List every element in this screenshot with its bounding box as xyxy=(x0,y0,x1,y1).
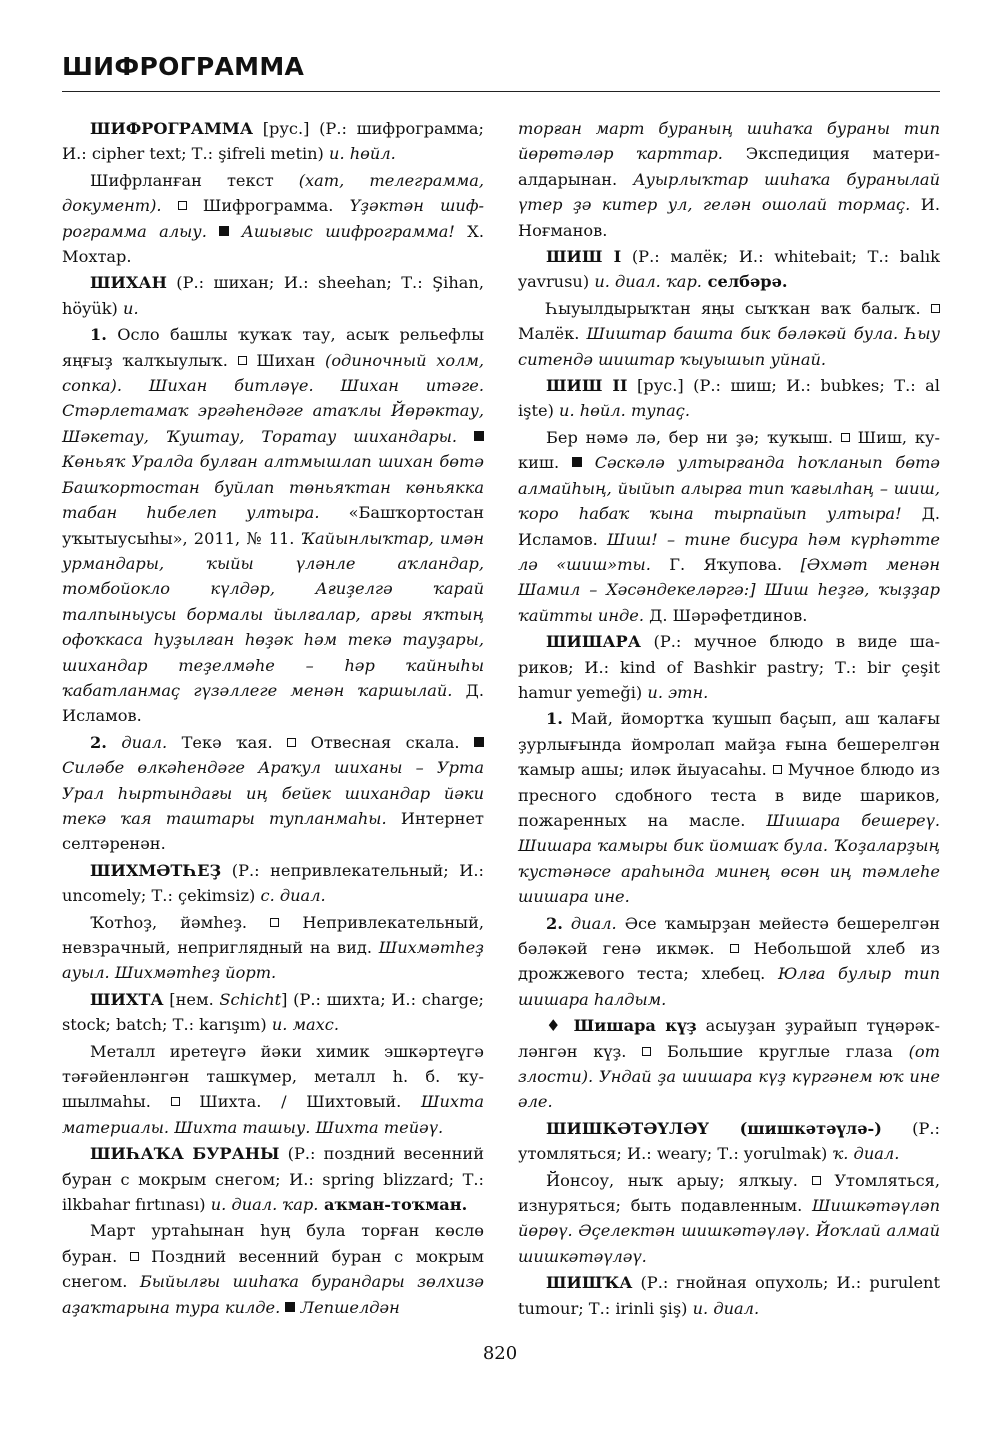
translation-square-icon xyxy=(178,201,187,210)
translation-square-icon xyxy=(642,1047,651,1056)
headword: ШИШАРА xyxy=(546,632,641,652)
definition: Бер нәмә лә, бер ни ҙә; ҡуҡыш. xyxy=(546,427,841,447)
entry-meta: (Р.: поздний весенний буран с мокрым снегом; И.: spring blizzard; Т.: ilkbahar fırtınası) xyxy=(62,1144,484,1215)
definition: Металл иретеүгә йәки химик эшкәртеүгә тәғәйенләнгән ташкүмер, металл һ. б. ҡушылмаһы. xyxy=(62,1041,484,1112)
entry-shikhta xyxy=(62,987,484,1038)
definition: Май, йомортҡа ҡушып баҫып, аш ҡалағы ҙурлығында йомролап майҙа ғына бешерелгән ҡамыр ашы; иләк йыуасаһы. xyxy=(518,709,940,780)
entry-shishara xyxy=(518,629,940,705)
cross-reference: аҡман-тоҡман. xyxy=(318,1195,468,1215)
sense xyxy=(62,910,484,986)
definition: Ҡотһоҙ, йәмһеҙ. xyxy=(90,912,271,932)
entry-meta: [нем. xyxy=(163,989,220,1009)
translation: Мучное блюдо из пресного сдобного теста в виде шариков, пожаренных на масле. xyxy=(518,760,940,830)
citation: Ашығыс шифрограмма! xyxy=(241,221,455,241)
grammar-label: ҡ. диал. xyxy=(832,1144,900,1164)
entry-meta: [рус.] (Р.: шифрограмма; И.: cipher text; Т.: şifreli metin) xyxy=(62,119,484,164)
entry-meta: (Р.: мучное блюдо в виде шариков; И.: kind of Bashkir pastry; Т.: bir çeşit hamur yemeği) xyxy=(518,632,940,702)
definition-note: (одиночный холм, сопка). xyxy=(62,350,485,396)
left-column xyxy=(62,116,484,1321)
grammar-label: и. диал. xyxy=(692,1298,760,1318)
definition: Йонсоу, ныҡ арыу; ялҡыу. xyxy=(546,1170,812,1190)
grammar-label: и. диал. ҡар. xyxy=(210,1195,319,1215)
translation-square-icon xyxy=(130,1252,139,1261)
sense xyxy=(62,168,484,270)
right-column xyxy=(518,116,940,1322)
entry-meta: (Р.: утомляться; И.: weary; Т.: yorulmak) xyxy=(518,1118,940,1164)
etymon: Schicht xyxy=(219,989,282,1009)
idiom-headword: Шишара күҙ xyxy=(564,1016,697,1036)
headword: ШИФРОГРАММА xyxy=(90,119,254,138)
grammar-label: и. xyxy=(123,298,139,318)
translation: Поздний весенний буран с мокрым снегом. xyxy=(62,1246,484,1292)
headword: ШИХМӘТҺЕҘ xyxy=(90,860,222,880)
citation-source: «Башҡортостан уҡытыусыһы», 2011, № 11. xyxy=(62,503,484,548)
translation: Шифрограмма. xyxy=(186,196,350,216)
citation: торған март бураның шиһаҡа бураны тип йөрөтәләр ҡарттар. xyxy=(518,119,940,164)
sense-number: 2. xyxy=(90,732,107,752)
citation-source: Интернет селтәренән. xyxy=(62,808,484,854)
headword-stem: (шишкәтәүлә-) xyxy=(708,1118,882,1138)
headword: ШИШ II xyxy=(546,376,628,396)
sense xyxy=(62,1218,484,1320)
citation: Силәбе өлкәһендәге Араҡул шиханы – Урта Урал һыртындағы иң бейек шихандар йәки текә ҡая таштары тупланмаһы. xyxy=(62,758,484,828)
grammar-label: диал. xyxy=(121,732,168,752)
citation-source: Д. Исламов. xyxy=(518,504,940,549)
entry-meta: ] (Р.: шихта; И.: charge; stock; batch; Т.: karışım) xyxy=(62,989,484,1035)
headword: ШИШ I xyxy=(546,247,622,267)
definition: Текә ҡая. xyxy=(167,732,288,752)
citation-square-icon xyxy=(474,737,484,747)
definition: Осло башлы ҡуҡаҡ тау, асыҡ рельефлы яңғыҙ ҡалҡыулыҡ. xyxy=(62,325,484,370)
example: Шиштар башта бик бәләкәй була. Һыу ситендә шиштар ҡыуышып уйнай. xyxy=(518,324,941,369)
translation-square-icon xyxy=(270,918,279,927)
sense xyxy=(518,425,940,628)
translation-square-icon xyxy=(841,433,850,442)
sense xyxy=(518,1168,940,1270)
grammar-label: диал. xyxy=(570,913,617,933)
citation-source: Экспедиция материалдарынан. xyxy=(518,144,940,189)
entry-shikhmathez xyxy=(62,858,484,909)
grammar-label: и. һөйл. xyxy=(329,144,396,164)
running-head: ШИФРОГРАММА xyxy=(62,52,305,81)
entry-shish-1 xyxy=(518,244,940,295)
definition: Март уртаһынан һуң була торған көслө буран. xyxy=(62,1221,484,1266)
headword: ШИҺАҠА БУРАНЫ xyxy=(90,1144,280,1164)
citation-continuation xyxy=(518,116,940,243)
example: Быйылғы шиһаҡа бурандары зөлхизә аҙаҡтарына тура килде. xyxy=(62,1272,485,1317)
example: Шихан битләүе. Шихан итәге. Стәрлетамаҡ эргәһендәге атаҡлы Йөрәктау, Шәкетау, Ҡуштау, Торатау шихандары. xyxy=(62,376,484,446)
grammar-label: и. этн. xyxy=(647,682,709,702)
definition: Һыуылдырыҡтан яңы сыҡҡан ваҡ балыҡ. xyxy=(546,298,931,318)
citation: Шиш! – тине бисура һәм күрһәтте лә «шиш»ты. xyxy=(518,529,940,574)
citation: Лепшелдән xyxy=(300,1297,400,1317)
translation: Малёк. xyxy=(518,324,587,344)
entry-shishketeulau xyxy=(518,1116,940,1167)
example: Юлға булыр тип шишара һалдым. xyxy=(518,964,940,1009)
citation: Көньяҡ Уралда булған алтмышлап шихан бөтә Башҡортостан буйлап төньяҡтан көньякка табан һибелеп ултыра. xyxy=(62,452,484,523)
example: Шишкәтәүләп йөрөү. Әҫелектән шишкәтәүләү. Йоҡлай алмай шишкәтәүләү. xyxy=(518,1196,940,1266)
citation-square-icon xyxy=(572,457,582,467)
citation-square-icon xyxy=(285,1302,295,1312)
citation-source: И. Ноғманов. xyxy=(518,195,940,240)
sense-1 xyxy=(62,322,484,729)
sense xyxy=(518,296,940,372)
entry-meta: (Р.: малёк; И.: whitebait; Т.: balık yavrusu) xyxy=(518,247,940,292)
entry-shikhan xyxy=(62,270,484,321)
translation: Шихан xyxy=(246,350,325,370)
grammar-label: и. махс. xyxy=(271,1015,339,1035)
sense-number: 1. xyxy=(546,709,563,729)
headword: ШИХАН xyxy=(90,273,167,293)
definition-note: (хат, телеграмма, документ). xyxy=(62,170,484,216)
headword: ШИХТА xyxy=(90,989,164,1009)
translation-square-icon xyxy=(171,1097,180,1106)
citation-source: Д. Шәрәфетдинов. xyxy=(644,605,808,625)
example: Шихмәтһеҙ ауыл. Шихмәтһеҙ йорт. xyxy=(62,938,484,983)
translation: Небольшой хлеб из дрожжевого теста; хлебец. xyxy=(518,939,940,984)
citation-source: Г. Яҡупова. xyxy=(650,554,801,574)
translation: Шиш, кукиш. xyxy=(518,427,941,473)
citation: Ҡайынлыҡтар, имән урмандары, ҡыйы үләнле аҡландар, томбойокло күлдәр, Ағиҙелгә ҡарай талпыныусы бормалы йылғалар, арғы яҡтың офоҡкаса һуҙылған һөҙәк һәм текә тауҙары, шихандар теҙелмәһе – һәр ҡайныһы ҡабатланмаҫ гүзәллеге менән ҡаршылай. xyxy=(62,528,484,700)
headword: ШИШКӘТӘҮЛӘҮ xyxy=(546,1118,709,1138)
sense-2 xyxy=(62,730,484,857)
citation: Ауырлыҡтар шиһаҡа буранылай үтер ҙә китер ул, гелән ошолай тормаҫ. xyxy=(518,169,940,215)
page-number: 820 xyxy=(482,1343,518,1364)
header-rule xyxy=(62,91,940,92)
translation: Отвесная скала. xyxy=(296,732,474,752)
citation-source: Д. Исламов. xyxy=(62,680,484,726)
definition-note: (от злости). xyxy=(518,1041,940,1087)
sense-2 xyxy=(518,911,940,1013)
example: Шихта материалы. Шихта ташыу. Шихта тейәү. xyxy=(62,1092,485,1137)
translation: Шихта. / Шихтовый. xyxy=(179,1092,421,1112)
entry-shifrogramma xyxy=(62,116,484,167)
translation-square-icon xyxy=(730,944,739,953)
translation-square-icon xyxy=(931,304,940,313)
translation-square-icon xyxy=(238,356,247,365)
citation: [Әхмәт менән Шамил – Хәсәндекеләргә:] Шиш һеҙгә, ҡыҙҙар ҡайтты инде. xyxy=(518,554,940,625)
translation: Непривлекательный, невзрачный, неприглядный на вид. xyxy=(62,912,485,957)
idiom xyxy=(518,1013,940,1115)
definition: асыуҙан ҙурайып түңәрәкләнгән күҙ. xyxy=(518,1016,940,1061)
example: Үҙәктән шифрограмма алыу. xyxy=(62,196,484,241)
citation-square-icon xyxy=(219,226,229,236)
translation-square-icon xyxy=(287,738,296,747)
translation-square-icon xyxy=(773,765,782,774)
example: Шишара бешереү. Шишара ҡамыры бик йомшаҡ була. Ҡоҙаларҙың ҡустәнәсе араһында минең өсөн иң тәмлеһе шишара ине. xyxy=(518,810,940,907)
translation: Большие круглые глаза xyxy=(651,1041,909,1061)
entry-meta: (Р.: непривлекательный; И.: uncomely; Т.: çekimsiz) xyxy=(62,860,484,906)
citation-source: Х. Мохтар. xyxy=(62,221,484,267)
diamond-icon: ♦ xyxy=(546,1016,565,1036)
sense-number: 1. xyxy=(90,325,107,345)
grammar-label: с. диал. xyxy=(260,886,326,906)
headword: ШИШҠА xyxy=(546,1273,633,1293)
citation: Сәскәлә ултырғанда һоҡланып бөтә алмайһың, йыйып алырға тип ҡағылһаң – шиш, ҡоро һабаҡ ҡына тырпайып ултыра! xyxy=(518,453,940,524)
entry-meta: [рус.] (Р.: шиш; И.: bubkes; Т.: al işte) xyxy=(518,376,940,421)
definition: Шифрланған текст xyxy=(90,170,299,190)
entry-meta: (Р.: шихан; И.: sheehan; Т.: Şihan, höyük) xyxy=(62,273,484,318)
example: Ундай ҙа шишара күҙ күргәнем юҡ ине әле. xyxy=(518,1067,941,1112)
entry-shihaka-burany xyxy=(62,1141,484,1217)
translation: Утомляться, изнуряться; быть подавленным. xyxy=(518,1170,940,1216)
grammar-label: и. һөйл. тупаҫ. xyxy=(559,401,690,421)
grammar-label: и. диал. ҡар. xyxy=(594,272,702,292)
sense-1 xyxy=(518,706,940,909)
citation-square-icon xyxy=(474,431,484,441)
entry-shishka xyxy=(518,1270,940,1321)
cross-reference: селбәрә. xyxy=(701,272,788,292)
sense-number: 2. xyxy=(546,913,563,933)
translation-square-icon xyxy=(812,1176,821,1185)
sense xyxy=(62,1039,484,1141)
entry-shish-2 xyxy=(518,373,940,424)
definition: Әсе ҡамырҙан мейестә бешерелгән бәләкәй генә икмәк. xyxy=(518,913,940,958)
entry-meta: (Р.: гнойная опухоль; И.: purulent tumour; Т.: irinli şiş) xyxy=(518,1273,940,1318)
